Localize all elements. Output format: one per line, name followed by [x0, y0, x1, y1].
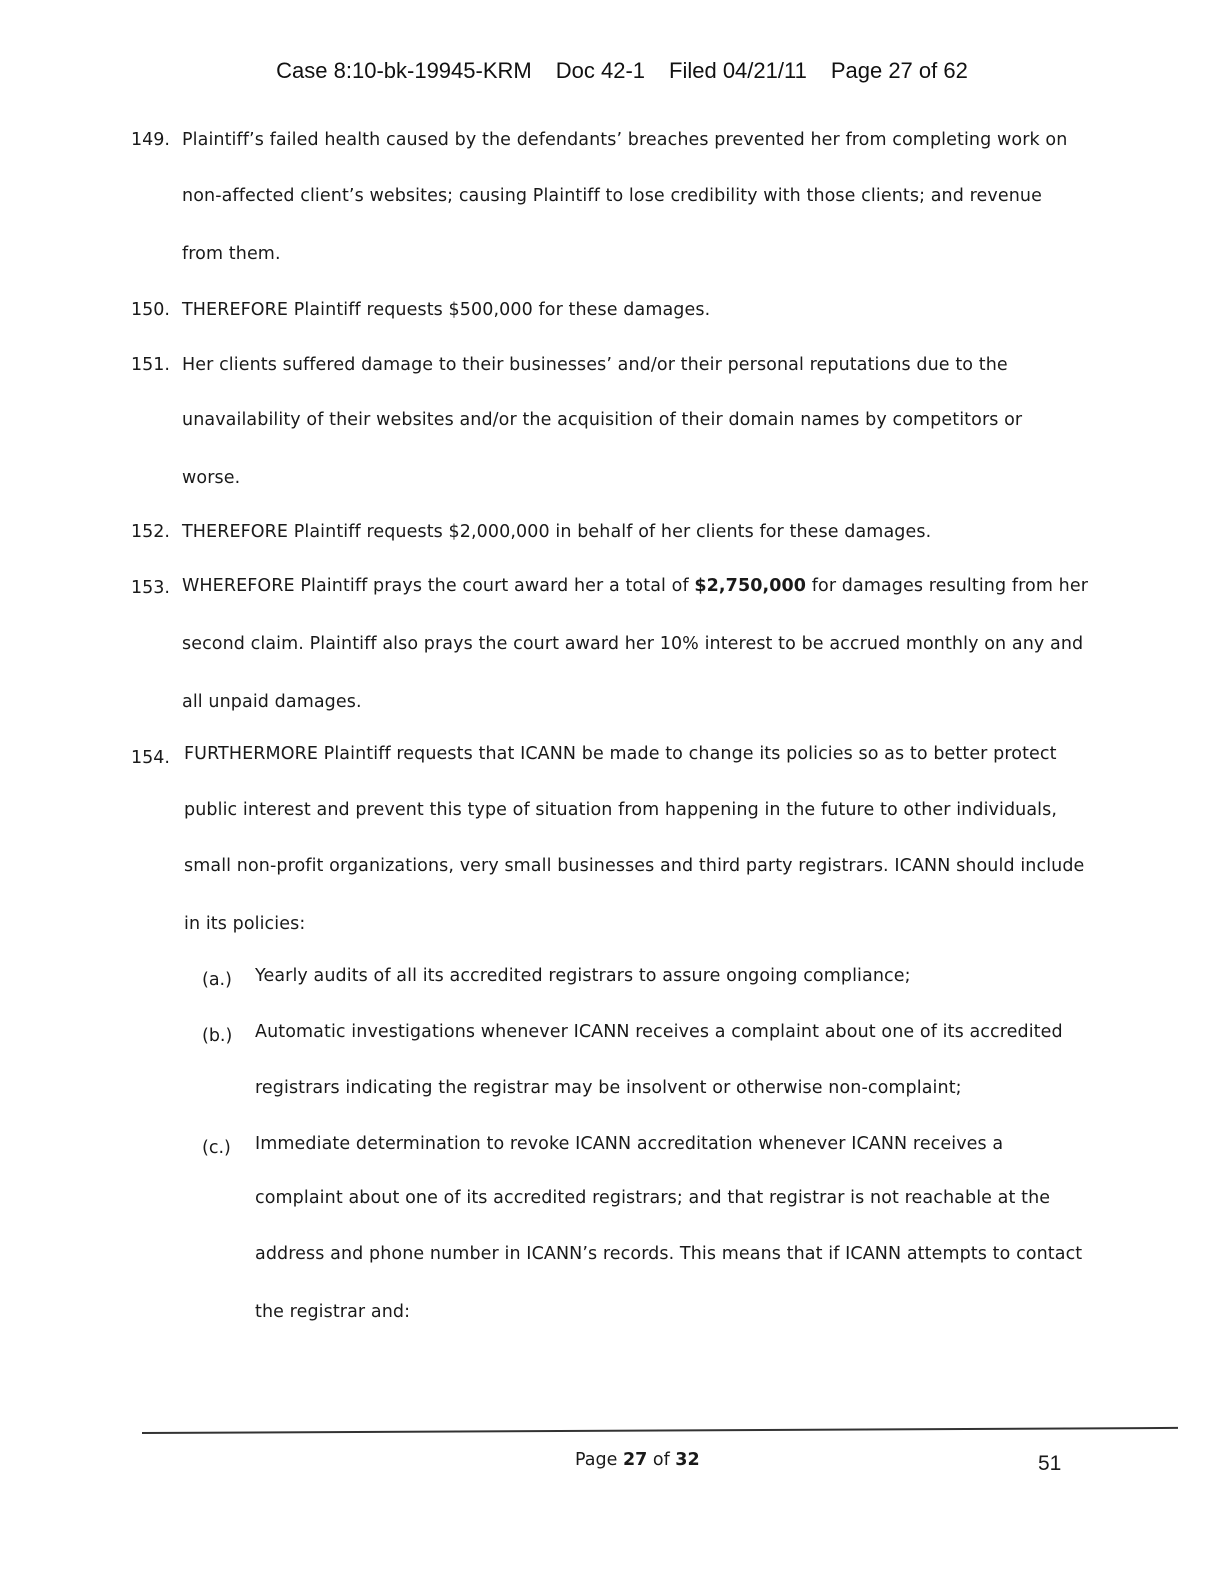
- case-number: Case 8:10-bk-19945-KRM: [276, 58, 532, 83]
- paragraph-line: non-affected client’s websites; causing Plaintiff to lose credibility with those clients; and revenue: [182, 186, 1042, 206]
- paragraph-line: worse.: [182, 468, 241, 488]
- paragraph-number: 153.: [131, 578, 170, 598]
- subitem-label: (a.): [202, 970, 232, 990]
- subitem-line: registrars indicating the registrar may be insolvent or otherwise non-complaint;: [255, 1078, 962, 1098]
- subitem-line: address and phone number in ICANN’s records. This means that if ICANN attempts to contact: [255, 1244, 1083, 1264]
- paragraph-line: small non-profit organizations, very small businesses and third party registrars. ICANN should include: [184, 856, 1085, 876]
- paragraph-line: Her clients suffered damage to their businesses’ and/or their personal reputations due to the: [182, 355, 1008, 375]
- subitem-line: the registrar and:: [255, 1302, 411, 1322]
- paragraph-number: 152.: [131, 522, 170, 542]
- footer-page-current: 27: [622, 1450, 648, 1470]
- case-header: [0, 58, 1224, 84]
- header-page: Page 27 of 62: [830, 58, 968, 83]
- paragraph-line: [182, 576, 1088, 596]
- paragraph-line: FURTHERMORE Plaintiff requests that ICANN be made to change its policies so as to better protect: [184, 744, 1057, 764]
- footer-page-prefix: Page: [575, 1450, 623, 1470]
- total-damages-amount: $2,750,000: [694, 576, 807, 596]
- text-run: WHEREFORE Plaintiff prays the court award her a total of: [182, 576, 695, 596]
- subitem-line: Yearly audits of all its accredited registrars to assure ongoing compliance;: [255, 966, 911, 986]
- subitem-label: (c.): [202, 1138, 231, 1158]
- doc-number: Doc 42-1: [555, 58, 646, 83]
- paragraph-line: unavailability of their websites and/or the acquisition of their domain names by competitors or: [182, 410, 1023, 430]
- footer-divider: [142, 1427, 1178, 1434]
- exhibit-page-number: 51: [1038, 1452, 1062, 1475]
- footer-page-total: 32: [675, 1450, 700, 1470]
- filed-date: Filed 04/21/11: [669, 58, 807, 83]
- subitem-line: Immediate determination to revoke ICANN accreditation whenever ICANN receives a: [255, 1134, 1004, 1154]
- subitem-line: complaint about one of its accredited registrars; and that registrar is not reachable at the: [255, 1188, 1051, 1208]
- paragraph-number: 149.: [131, 130, 170, 150]
- paragraph-line: all unpaid damages.: [182, 692, 362, 712]
- paragraph-line: second claim. Plaintiff also prays the court award her 10% interest to be accrued monthly on any and: [182, 634, 1084, 654]
- text-run: for damages resulting from her: [806, 576, 1089, 596]
- paragraph-line: THEREFORE Plaintiff requests $2,000,000 in behalf of her clients for these damages.: [182, 522, 932, 542]
- paragraph-line: THEREFORE Plaintiff requests $500,000 for these damages.: [182, 300, 711, 320]
- paragraph-number: 154.: [131, 748, 170, 768]
- paragraph-line: from them.: [182, 244, 281, 264]
- paragraph-line: Plaintiff’s failed health caused by the defendants’ breaches prevented her from completing work on: [182, 130, 1068, 150]
- footer-page-number: [575, 1450, 700, 1470]
- paragraph-line: in its policies:: [184, 914, 306, 934]
- paragraph-line: public interest and prevent this type of situation from happening in the future to other individuals,: [184, 800, 1058, 820]
- paragraph-number: 150.: [131, 300, 170, 320]
- paragraph-number: 151.: [131, 355, 170, 375]
- footer-page-of: of: [647, 1450, 676, 1470]
- subitem-label: (b.): [202, 1026, 233, 1046]
- subitem-line: Automatic investigations whenever ICANN receives a complaint about one of its accredited: [255, 1022, 1063, 1042]
